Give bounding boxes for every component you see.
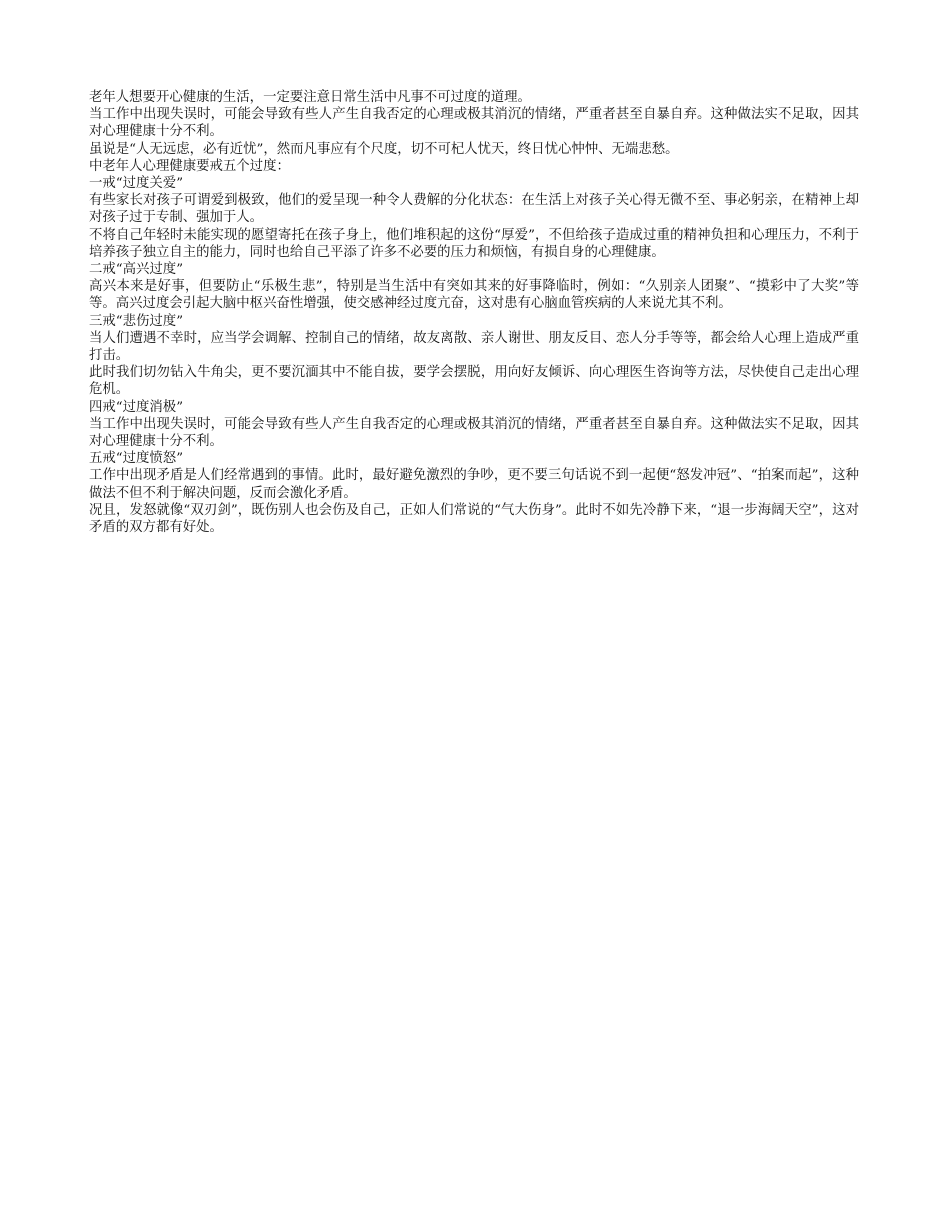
document-body [89,89,859,536]
section-heading-3: 三戒“悲伤过度” [89,313,184,329]
paragraph: 有些家长对孩子可谓爱到极致，他们的爱呈现一种令人费解的分化状态：在生活上对孩子关心得无微不至、事必躬亲，在精神上却对孩子过于专制、强加于人。 [89,193,859,226]
section-heading-5: 五戒“过度愤怒” [89,451,184,467]
section-heading-4: 四戒“过度消极” [89,399,184,415]
paragraph: 不将自己年轻时未能实现的愿望寄托在孩子身上，他们堆积起的这份“厚爱”，不但给孩子造成过重的精神负担和心理压力，不利于培养孩子独立自主的能力，同时也给自己平添了许多不必要的压力和烦恼，有损自身的心理健康。 [89,227,859,260]
paragraph: 当工作中出现失误时，可能会导致有些人产生自我否定的心理或极其消沉的情绪，严重者甚至自暴自弃。这种做法实不足取，因其对心理健康十分不利。 [89,107,859,140]
section-heading-2: 二戒“高兴过度” [89,262,184,278]
paragraph: 当人们遭遇不幸时，应当学会调解、控制自己的情绪，故友离散、亲人谢世、朋友反目、恋人分手等等，都会给人心理上造成严重打击。 [89,330,859,364]
list-intro: 中老年人心理健康要戒五个过度： [89,158,290,174]
section-heading-1: 一戒“过度关爱” [89,176,184,192]
paragraph: 工作中出现矛盾是人们经常遇到的事情。此时，最好避免激烈的争吵，更不要三句话说不到一起便“怒发冲冠”、“拍案而起”，这种做法不但不利于解决问题，反而会激化矛盾。 [89,468,859,501]
paragraph: 当工作中出现失误时，可能会导致有些人产生自我否定的心理或极其消沉的情绪，严重者甚至自暴自弃。这种做法实不足取，因其对心理健康十分不利。 [89,416,859,450]
intro-paragraph: 老年人想要开心健康的生活，一定要注意日常生活中凡事不可过度的道理。 [89,90,531,105]
paragraph: 况且，发怒就像“双刃剑”，既伤别人也会伤及自己，正如人们常说的“气大伤身”。此时不如先冷静下来，“退一步海阔天空”，这对矛盾的双方都有好处。 [89,502,859,536]
paragraph: 此时我们切勿钻入牛角尖，更不要沉湎其中不能自拔，要学会摆脱，用向好友倾诉、向心理医生咨询等方法，尽快使自己走出心理危机。 [89,365,859,398]
paragraph: 高兴本来是好事，但要防止“乐极生悲”，特别是当生活中有突如其来的好事降临时，例如：“久别亲人团聚”、“摸彩中了大奖”等等。高兴过度会引起大脑中枢兴奋性增强，使交感神经过度亢奋，这对患有心脑血管疾病的人来说尤其不利。 [89,279,859,312]
paragraph: 虽说是“人无远虑，必有近忧”，然而凡事应有个尺度，切不可杞人忧天，终日忧心忡忡、无端悲愁。 [89,141,679,157]
